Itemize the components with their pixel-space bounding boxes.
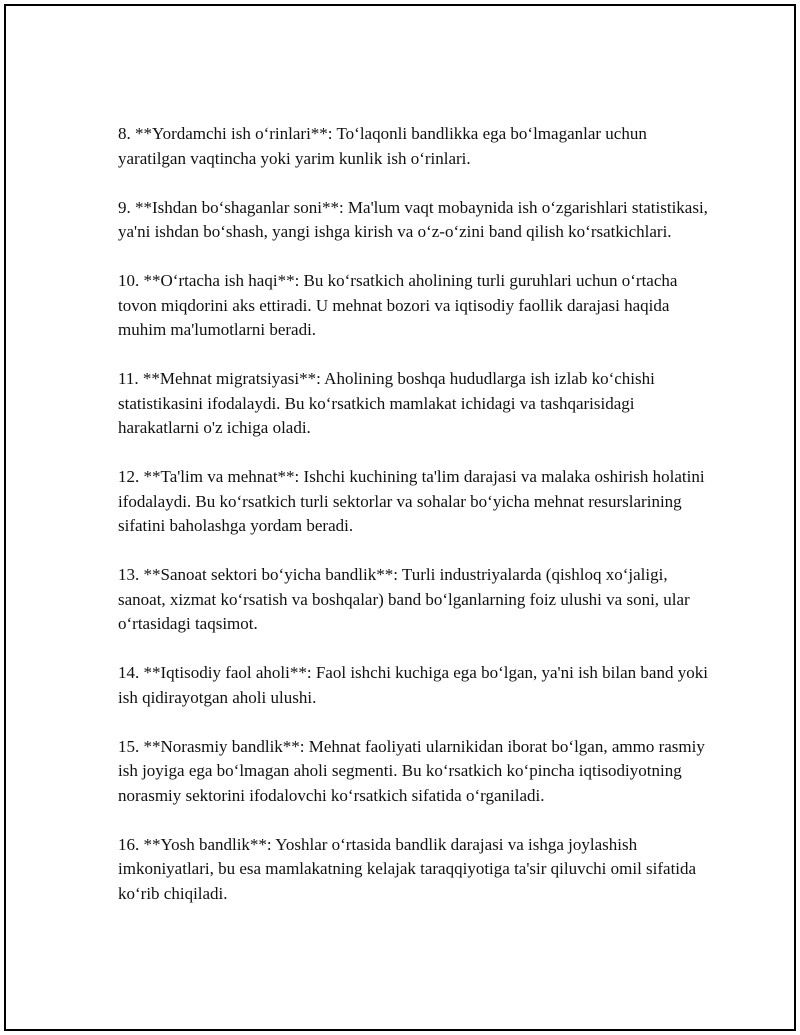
paragraph-item-15: 15. **Norasmiy bandlik**: Mehnat faoliyati ularnikidan iborat bo‘lgan, ammo rasmiy ish joyiga ega bo‘lmagan aholi segmenti. Bu ko‘rsatkich ko‘pincha iqtisodiyotning norasmiy sektorini ifodalovchi ko‘rsatkich sifatida o‘rganiladi. xyxy=(118,736,705,805)
paragraph-item-8: 8. **Yordamchi ish o‘rinlari**: To‘laqonli bandlikka ega bo‘lmaganlar uchun yaratilgan vaqtincha yoki yarim kunlik ish o‘rinlari. xyxy=(118,124,647,168)
paragraph-item-10: 10. **O‘rtacha ish haqi**: Bu ko‘rsatkich aholining turli guruhlari uchun o‘rtacha tovon miqdorini aks ettiradi. U mehnat bozori va iqtisodiy faollik darajasi haqida muhim ma'lumotlarni beradi. xyxy=(118,271,678,339)
paragraph-item-12: 12. **Ta'lim va mehnat**: Ishchi kuchining ta'lim darajasi va malaka oshirish holatini ifodalaydi. Bu ko‘rsatkich turli sektorlar va sohalar bo‘yicha mehnat resurslarining sifatini baholashga yordam beradi. xyxy=(118,467,705,535)
paragraph-item-9: 9. **Ishdan bo‘shaganlar soni**: Ma'lum vaqt mobaynida ish o‘zgarishlari statistikasi, ya'ni ishdan bo‘shash, yangi ishga kirish va o‘z-o‘zini band qilish ko‘rsatkichlari. xyxy=(118,197,708,241)
paragraph-item-13: 13. **Sanoat sektori bo‘yicha bandlik**: Turli industriyalarda (qishloq xo‘jaligi, sanoat, xizmat ko‘rsatish va boshqalar) band bo‘lganlarning foiz ulushi va soni, ular o‘rtasidagi taqsimot. xyxy=(118,565,690,633)
paragraph-item-16: 16. **Yosh bandlik**: Yoshlar o‘rtasida bandlik darajasi va ishga joylashish imkoniyatlari, bu esa mamlakatning kelajak taraqqiyotiga ta'sir qiluvchi omil sifatida ko‘rib chiqiladi. xyxy=(118,834,697,903)
paragraph-item-11: 11. **Mehnat migratsiyasi**: Aholining boshqa hududlarga ish izlab ko‘chishi statistikasini ifodalaydi. Bu ko‘rsatkich mamlakat ichidagi va tashqarisidagi harakatlarni o'z ichiga oladi. xyxy=(118,369,655,437)
paragraph-item-14: 14. **Iqtisodiy faol aholi**: Faol ishchi kuchiga ega bo‘lgan, ya'ni ish bilan band yoki ish qidirayotgan aholi ulushi. xyxy=(118,663,708,707)
document-body xyxy=(118,122,708,931)
page-frame xyxy=(4,4,796,1031)
